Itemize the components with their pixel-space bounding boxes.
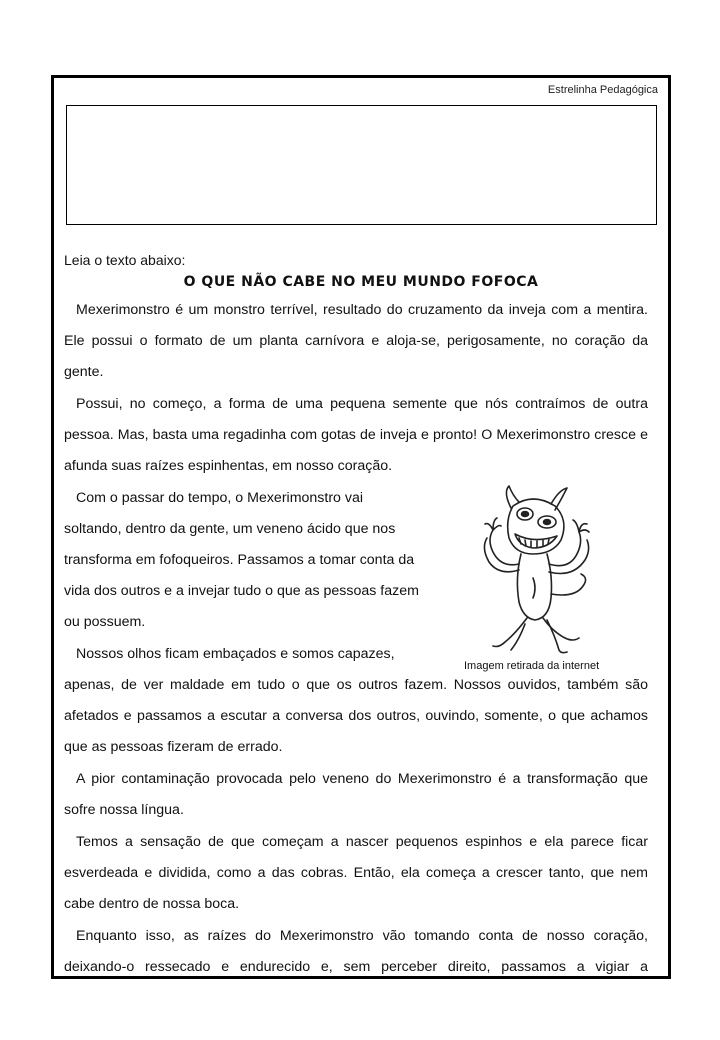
paragraph-7: Enquanto isso, as raízes do Mexerimonstro vão tomando conta de nosso coração, deixando-o ressecado e endurecido e, sem perceber direito, passamos a vigiar a <box>64 928 648 975</box>
paragraph-4-rest: apenas, de ver maldade em tudo o que os outros fazem. Nossos ouvidos, também são afetados e passamos a escutar a conversa dos outros, ouvindo, somente, o que achamos que as pessoas fizeram de errado. <box>64 677 648 755</box>
paragraph-5: A pior contaminação provocada pelo veneno do Mexerimonstro é a transformação que sofre nossa língua. <box>64 771 648 818</box>
story-title: O QUE NÃO CABE NO MEU MUNDO FOFOCA <box>183 274 539 290</box>
paragraph-1: Mexerimonstro é um monstro terrível, resultado do cruzamento da inveja com a mentira. Ele possui o formato de um planta carnívora e aloja-se, perigosamente, no coração da gente. <box>64 302 648 380</box>
paragraph-4-start: Nossos olhos ficam embaçados e somos capazes, <box>76 646 395 662</box>
monster-figure <box>449 478 649 673</box>
student-info-box <box>66 105 657 225</box>
paragraph-3: Com o passar do tempo, o Mexerimonstro vai soltando, dentro da gente, um veneno ácido que nos transforma em fofoqueiros. Passamos a tomar conta da vida dos outros e a invejar tudo o que as pessoas fazem ou possuem. <box>64 490 419 630</box>
image-caption: Imagem retirada da internet <box>464 660 600 672</box>
brand-label: Estrelinha Pedagógica <box>547 84 658 96</box>
paragraph-6: Temos a sensação de que começam a nascer pequenos espinhos e ela parece ficar esverdeada e dividida, como a das cobras. Então, ela começa a crescer tanto, que nem cabe dentro de nossa boca. <box>64 834 648 912</box>
worksheet-frame <box>51 75 671 979</box>
instruction-text: Leia o texto abaixo: <box>64 252 186 268</box>
monster-illustration-icon <box>463 478 603 658</box>
paragraph-2: Possui, no começo, a forma de uma pequena semente que nós contraímos de outra pessoa. Mas, basta uma regadinha com gotas de inveja e pronto! O Mexerimonstro cresce e afunda suas raízes espinhentas, em nosso coração. <box>64 396 648 474</box>
